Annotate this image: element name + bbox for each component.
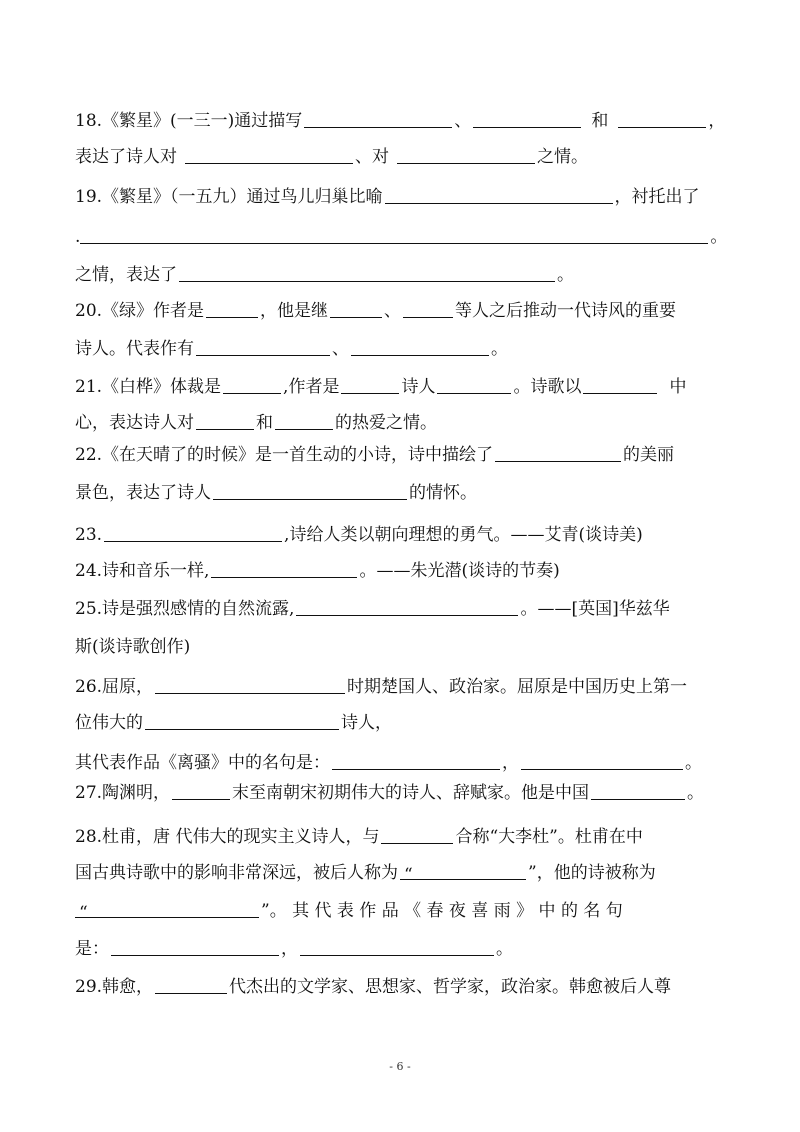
q21-text: 心，表达诗人对: [75, 413, 194, 433]
question-18-line-1: [75, 106, 725, 136]
question-28-line-4: [75, 934, 513, 964]
q24-blank-1[interactable]: [211, 558, 357, 578]
q18-blank-2[interactable]: [473, 108, 581, 128]
q20-text: ，他是继: [260, 301, 329, 321]
q20-text: 、: [332, 339, 349, 359]
q21-blank-2[interactable]: [341, 374, 399, 394]
q18-text: 18.《繁星》(一三一)通过描写: [75, 111, 303, 131]
q21-blank-3[interactable]: [437, 374, 511, 394]
q25-blank-1[interactable]: [296, 596, 518, 616]
q20-text: 等人之后推动一代诗风的重要: [455, 301, 677, 321]
q18-blank-5[interactable]: [397, 144, 535, 164]
q26-text: 26.屈原，: [75, 677, 154, 697]
q23-text: ,诗给人类以朝向理想的勇气。——艾青(谈诗美): [284, 525, 643, 545]
q23-text: 23.: [75, 525, 103, 545]
q20-text: 诗人。代表作有: [75, 339, 194, 359]
page-number: - 6 -: [389, 1060, 411, 1073]
question-20-line-2: [75, 334, 508, 364]
q27-text: 27.陶渊明，: [75, 783, 171, 803]
question-28-line-1: [75, 822, 643, 852]
q22-text: 22.《在天晴了的时候》是一首生动的小诗，诗中描绘了: [75, 445, 494, 465]
q23-blank-1[interactable]: [104, 522, 282, 542]
q18-text: 、对: [355, 147, 389, 167]
q25-text: 。——[英国]华兹华: [520, 599, 670, 619]
q22-text: 的美丽: [623, 445, 675, 465]
q24-text: 24.诗和音乐一样,: [75, 561, 210, 581]
q21-blank-6[interactable]: [275, 410, 333, 430]
q25-text: 25.诗是强烈感情的自然流露,: [75, 599, 295, 619]
question-25-line-1: [75, 594, 670, 624]
q28-text: 合称“大李杜”。杜甫在中: [455, 827, 643, 847]
q27-blank-2[interactable]: [591, 780, 685, 800]
q26-text: ，: [502, 753, 519, 773]
q20-blank-5[interactable]: [351, 336, 489, 356]
q28-text: ，: [281, 939, 298, 959]
question-28-line-2: [75, 858, 656, 888]
q28-open-quote: “: [79, 903, 88, 923]
q28-text: 28.杜甫，唐 代伟大的现实主义诗人，与: [75, 827, 380, 847]
q28-text: 。: [496, 939, 513, 959]
question-28-line-3: [75, 896, 623, 926]
q21-blank-1[interactable]: [223, 374, 281, 394]
q22-blank-1[interactable]: [495, 442, 621, 462]
q27-text: 末至南朝宋初期伟大的诗人、辞赋家。他是中国: [232, 783, 590, 803]
q21-text: 和: [256, 413, 273, 433]
q26-blank-3[interactable]: [332, 750, 500, 770]
q28-text: 是：: [75, 939, 109, 959]
q26-text: 。: [685, 753, 702, 773]
question-22-line-2: [75, 478, 477, 508]
q18-text: ，: [708, 111, 726, 131]
question-22-line-1: [75, 440, 674, 470]
q21-blank-5[interactable]: [196, 410, 254, 430]
q21-text: 中: [669, 377, 687, 397]
question-27: [75, 778, 704, 808]
question-25-line-2: [75, 632, 190, 662]
q18-text: 之情。: [537, 147, 588, 167]
q20-blank-2[interactable]: [330, 298, 382, 318]
q19-blank-2[interactable]: [80, 224, 708, 244]
q27-text: 。: [687, 783, 705, 803]
q29-text: 代杰出的文学家、思想家、哲学家，政治家。韩愈被后人尊: [229, 977, 672, 997]
q24-text: 。——朱光潜(谈诗的节奏): [359, 561, 560, 581]
question-29: [75, 972, 671, 1002]
q28-text: ”，他的诗被称为: [528, 863, 656, 883]
q19-blank-3[interactable]: [179, 262, 555, 282]
q18-blank-4[interactable]: [185, 144, 353, 164]
q20-blank-4[interactable]: [196, 336, 330, 356]
q29-text: 29.韩愈，: [75, 977, 154, 997]
q28-blank-5[interactable]: [300, 936, 494, 956]
q18-text: 表达了诗人对: [75, 147, 177, 167]
q20-text: 。: [491, 339, 508, 359]
q19-text: ，衬托出了: [614, 187, 700, 207]
question-19-line-2: [75, 222, 727, 252]
q21-text: 。诗歌以: [513, 377, 582, 397]
q20-blank-3[interactable]: [403, 298, 453, 318]
question-19-line-3: [75, 260, 574, 290]
question-18-line-2: [75, 142, 588, 172]
q19-text: 之情，表达了: [75, 265, 177, 285]
q18-text: 和: [591, 111, 609, 131]
q21-text: ,作者是: [283, 377, 340, 397]
q22-text: 景色，表达了诗人: [75, 483, 211, 503]
question-20-line-1: [75, 296, 676, 326]
question-21-line-2: [75, 408, 437, 438]
q27-blank-1[interactable]: [172, 780, 230, 800]
q19-text: 。: [710, 227, 728, 247]
q19-text: .: [75, 227, 81, 247]
q26-blank-1[interactable]: [155, 674, 345, 694]
q18-text: 、: [454, 111, 472, 131]
q21-text: 诗人: [401, 377, 436, 397]
question-26-line-1: [75, 672, 687, 702]
q20-text: 20.《绿》作者是: [75, 301, 205, 321]
q19-text: 。: [557, 265, 574, 285]
question-26-line-2: [75, 708, 392, 738]
question-21-line-1: [75, 372, 686, 402]
q25-text: 斯(谈诗歌创作): [75, 637, 191, 657]
q18-blank-3[interactable]: [618, 108, 706, 128]
q29-blank-1[interactable]: [155, 974, 227, 994]
q20-blank-1[interactable]: [206, 298, 258, 318]
q28-text: 国古典诗歌中的影响非常深远，被后人称为: [75, 863, 398, 883]
question-24: [75, 556, 560, 586]
q21-text: 21.《白桦》体裁是: [75, 377, 222, 397]
q26-blank-2[interactable]: [145, 710, 339, 730]
question-26-line-3: [75, 748, 702, 778]
q19-blank-1[interactable]: [385, 184, 613, 204]
q21-blank-4[interactable]: [583, 374, 657, 394]
q22-blank-2[interactable]: [213, 480, 407, 500]
q28-open-quote: “: [404, 865, 413, 885]
q22-text: 的情怀。: [409, 483, 477, 503]
q26-text: 诗人，: [341, 713, 392, 733]
q28-blank-2[interactable]: [400, 860, 526, 885]
question-23: [75, 520, 643, 550]
q20-text: 、: [384, 301, 402, 321]
q26-blank-4[interactable]: [521, 750, 683, 770]
q19-text: 19.《繁星》（一五九）通过鸟儿归巢比喻: [75, 187, 383, 207]
q18-blank-1[interactable]: [304, 108, 452, 128]
q28-text: ”。 其 代 表 作 品 《 春 夜 喜 雨 》 中 的 名 句: [261, 901, 623, 921]
q26-text: 位伟大的: [75, 713, 143, 733]
q28-blank-4[interactable]: [111, 936, 279, 956]
q28-blank-1[interactable]: [381, 824, 453, 844]
q21-text: 的热爱之情。: [335, 413, 437, 433]
q26-text: 时期楚国人、政治家。屈原是中国历史上第一: [347, 677, 688, 697]
question-19-line-1: [75, 182, 700, 212]
q28-blank-3[interactable]: [75, 898, 259, 923]
q26-text: 其代表作品《离骚》中的名句是：: [75, 753, 330, 773]
